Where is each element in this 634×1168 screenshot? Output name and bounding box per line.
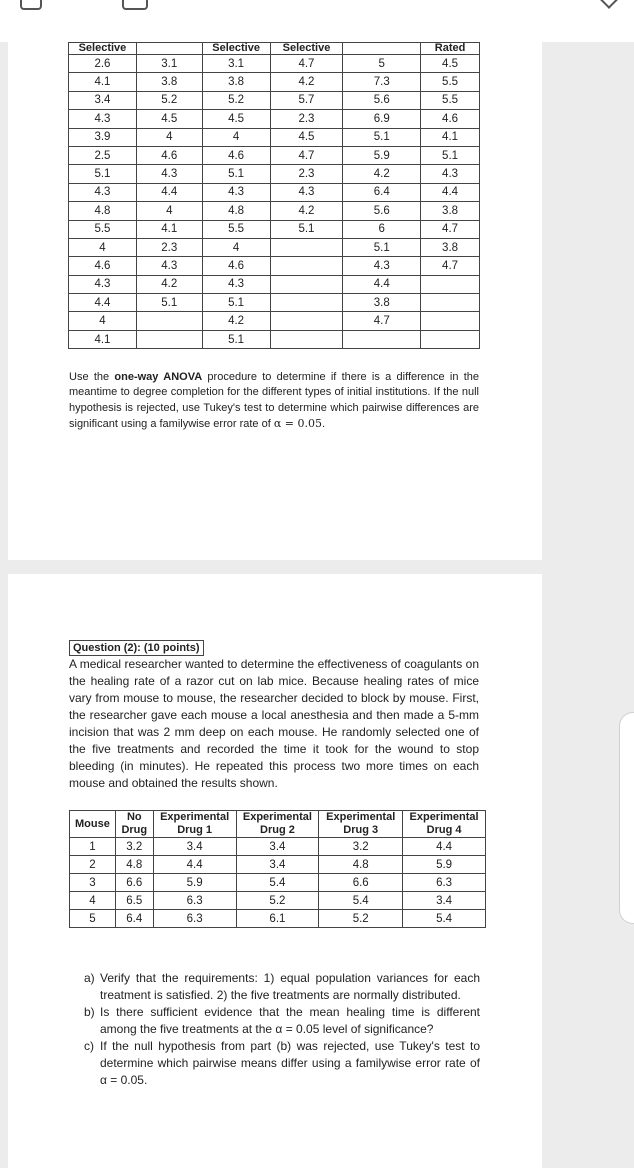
table-cell: 4.8 <box>115 856 153 874</box>
mouse-treatment-table <box>69 810 486 928</box>
table-cell: 6.4 <box>115 910 153 928</box>
table-cell: 5.1 <box>202 330 270 348</box>
question-2-parts <box>84 970 480 1089</box>
table-cell: 3 <box>70 874 116 892</box>
question-2-text: A medical researcher wanted to determine the effectiveness of coagulants on the healing rate of a razor cut on lab mice. Because healing rates of mice vary from mouse to mouse, the researcher decided to block by mouse. First, the researcher gave each mouse a local anesthesia and then made a 5-mm incision that was 2 mm deep on each mouse. He randomly selected one of the five treatments and recorded the time it took for the wound to stop bleeding (in minutes). He repeated this process two more times on each mouse and obtained the results shown. <box>69 657 479 790</box>
table-cell: 4.8 <box>319 856 403 874</box>
table-cell: 6.4 <box>343 183 421 201</box>
table-cell: 2.3 <box>270 110 343 128</box>
table-cell: 6.6 <box>115 874 153 892</box>
table-cell: 4 <box>136 202 202 220</box>
table-cell: 3.2 <box>115 838 153 856</box>
table-cell: 5.1 <box>343 128 421 146</box>
table-cell: 6.3 <box>153 892 236 910</box>
table-cell: 5 <box>343 55 421 73</box>
table-cell: 4.4 <box>421 183 480 201</box>
table-cell: 5.1 <box>421 146 480 164</box>
table-cell: 4.4 <box>136 183 202 201</box>
table-cell: 4.2 <box>202 312 270 330</box>
table-cell: 3.4 <box>403 892 486 910</box>
table-cell: 2.5 <box>69 146 137 164</box>
table-cell: 4.1 <box>69 73 137 91</box>
table-cell: 5.4 <box>319 892 403 910</box>
table-cell <box>421 312 480 330</box>
table-cell: 4.3 <box>136 257 202 275</box>
table-row <box>69 202 480 220</box>
table-cell <box>270 330 343 348</box>
table-cell: 5.7 <box>270 91 343 109</box>
table-cell: 4.2 <box>270 202 343 220</box>
table-cell <box>270 312 343 330</box>
table-cell: 4.7 <box>421 220 480 238</box>
table-cell: 4.3 <box>69 110 137 128</box>
table-cell: 4.2 <box>270 73 343 91</box>
table-row <box>69 220 480 238</box>
table-row <box>69 165 480 183</box>
table-header-row <box>69 43 480 55</box>
table-cell: 4.5 <box>202 110 270 128</box>
table-header-row <box>70 811 486 838</box>
table-row <box>69 128 480 146</box>
table-cell: 5 <box>70 910 116 928</box>
table-cell: 4 <box>136 128 202 146</box>
table-cell: 3.4 <box>69 91 137 109</box>
table-cell: 5.6 <box>343 91 421 109</box>
table-cell: 4.3 <box>421 165 480 183</box>
table-cell: 6 <box>343 220 421 238</box>
table-cell: 4.7 <box>270 55 343 73</box>
table-cell: 4.1 <box>136 220 202 238</box>
table-cell <box>270 257 343 275</box>
table-cell <box>270 275 343 293</box>
column-header: Selective <box>69 43 137 55</box>
table-cell: 3.4 <box>236 838 319 856</box>
table-cell: 5.1 <box>270 220 343 238</box>
table-cell: 4.1 <box>69 330 137 348</box>
table-cell: 4.8 <box>69 202 137 220</box>
table-cell: 3.4 <box>236 856 319 874</box>
table-cell: 3.4 <box>153 838 236 856</box>
table-cell: 4.6 <box>69 257 137 275</box>
table-cell: 6.3 <box>403 874 486 892</box>
table-cell: 4.4 <box>69 294 137 312</box>
table-cell: 4.4 <box>403 838 486 856</box>
table-cell: 4 <box>202 238 270 256</box>
table-cell <box>136 312 202 330</box>
table-cell: 4.6 <box>202 146 270 164</box>
table-row <box>70 892 486 910</box>
table-row <box>70 910 486 928</box>
top-toolbar <box>0 0 634 42</box>
column-header: Experimental Drug 2 <box>236 811 319 838</box>
table-cell: 6.9 <box>343 110 421 128</box>
column-header: Selective <box>202 43 270 55</box>
data-table-1 <box>68 42 480 349</box>
table-cell <box>421 294 480 312</box>
table-cell: 4.5 <box>136 110 202 128</box>
table-cell: 4.3 <box>343 257 421 275</box>
toolbar-icon[interactable] <box>122 0 148 10</box>
column-header <box>343 43 421 55</box>
table-cell: 5.4 <box>403 910 486 928</box>
column-header: Experimental Drug 3 <box>319 811 403 838</box>
table-cell: 4.7 <box>421 257 480 275</box>
table-cell: 7.3 <box>343 73 421 91</box>
table-cell: 3.9 <box>69 128 137 146</box>
table-cell: 3.8 <box>343 294 421 312</box>
table-cell: 5.9 <box>153 874 236 892</box>
table-cell: 4.3 <box>202 183 270 201</box>
table-cell: 5.1 <box>202 294 270 312</box>
table-cell: 5.5 <box>202 220 270 238</box>
table-cell: 5.9 <box>403 856 486 874</box>
table-cell: 2.3 <box>270 165 343 183</box>
table-row <box>69 312 480 330</box>
table-cell: 4.2 <box>136 275 202 293</box>
table-row <box>69 294 480 312</box>
table-row <box>69 257 480 275</box>
table-cell: 2 <box>70 856 116 874</box>
back-icon[interactable] <box>20 0 42 10</box>
table-cell: 4.2 <box>343 165 421 183</box>
question-part-b: b) Is there sufficient evidence that the mean healing time is different among the five treatments at the α = 0.05 level of significance? <box>84 1005 480 1036</box>
table-cell: 4.5 <box>270 128 343 146</box>
table-cell: 4.1 <box>421 128 480 146</box>
table-cell: 5.1 <box>136 294 202 312</box>
table-cell: 4.7 <box>270 146 343 164</box>
table-row <box>69 73 480 91</box>
table-cell: 4.6 <box>421 110 480 128</box>
table-cell: 5.2 <box>236 892 319 910</box>
table-cell: 3.8 <box>421 202 480 220</box>
table-cell: 4.5 <box>421 55 480 73</box>
document-page-2 <box>8 574 542 1168</box>
document-page-1 <box>8 42 542 560</box>
table-row <box>70 838 486 856</box>
table-cell: 4.4 <box>153 856 236 874</box>
table-row <box>69 330 480 348</box>
table-cell: 5.4 <box>236 874 319 892</box>
table-cell <box>421 330 480 348</box>
question-part-c: c) If the null hypothesis from part (b) was rejected, use Tukey's test to determine which pairwise means differ using a familywise error rate of α = 0.05. <box>84 1039 480 1087</box>
table-row <box>69 183 480 201</box>
table-cell: 4.6 <box>202 257 270 275</box>
column-header: No Drug <box>115 811 153 838</box>
column-header: Selective <box>270 43 343 55</box>
table-cell: 5.5 <box>421 91 480 109</box>
column-header: Mouse <box>70 811 116 838</box>
table-cell: 5.5 <box>69 220 137 238</box>
table-cell: 4.7 <box>343 312 421 330</box>
table-cell: 5.1 <box>69 165 137 183</box>
table-cell: 4.4 <box>343 275 421 293</box>
table-cell <box>270 238 343 256</box>
table-cell: 6.5 <box>115 892 153 910</box>
table-cell: 4 <box>70 892 116 910</box>
table-cell: 2.3 <box>136 238 202 256</box>
table-cell: 4 <box>69 238 137 256</box>
table-cell: 5.1 <box>202 165 270 183</box>
table-cell: 4.3 <box>270 183 343 201</box>
chevron-down-icon[interactable] <box>599 0 619 9</box>
table-cell: 5.2 <box>319 910 403 928</box>
table-row <box>69 238 480 256</box>
table-row <box>69 91 480 109</box>
table-cell: 4.6 <box>136 146 202 164</box>
table-cell <box>270 294 343 312</box>
table-row <box>69 110 480 128</box>
table-cell: 4.3 <box>136 165 202 183</box>
side-panel-handle[interactable] <box>619 712 634 924</box>
table-cell: 5.5 <box>421 73 480 91</box>
table-row <box>69 55 480 73</box>
table-cell: 4 <box>69 312 137 330</box>
table-cell: 6.1 <box>236 910 319 928</box>
table-cell: 5.9 <box>343 146 421 164</box>
question-2-title: Question (2): (10 points) <box>69 640 204 656</box>
table-cell: 3.1 <box>136 55 202 73</box>
table-cell: 3.8 <box>136 73 202 91</box>
column-header: Experimental Drug 4 <box>403 811 486 838</box>
table-cell: 6.3 <box>153 910 236 928</box>
column-header <box>136 43 202 55</box>
question-part-a: a) Verify that the requirements: 1) equal population variances for each treatment is satisfied. 2) the five treatments are normally distributed. <box>84 971 480 1002</box>
table-cell: 3.2 <box>319 838 403 856</box>
column-header: Rated <box>421 43 480 55</box>
table-cell: 4.3 <box>202 275 270 293</box>
table-cell: 1 <box>70 838 116 856</box>
table-cell: 4.3 <box>69 183 137 201</box>
table-cell: 5.2 <box>202 91 270 109</box>
table-cell: 4.3 <box>69 275 137 293</box>
table-cell: 4.8 <box>202 202 270 220</box>
table-cell: 2.6 <box>69 55 137 73</box>
table-row <box>70 856 486 874</box>
table-cell <box>343 330 421 348</box>
table-cell: 3.8 <box>202 73 270 91</box>
table-row <box>69 275 480 293</box>
table-cell: 3.1 <box>202 55 270 73</box>
table-cell: 5.1 <box>343 238 421 256</box>
table-cell <box>136 330 202 348</box>
question-1-instructions: Use the one-way ANOVA procedure to determine if there is a difference in the meantime to degree completion for the different types of initial institutions. If the null hypothesis is rejected, use Tukey's test to determine which pairwise differences are significant using a familywise error rate of α = 0.05. <box>69 371 480 430</box>
table-cell <box>421 275 480 293</box>
table-cell: 3.8 <box>421 238 480 256</box>
table-row <box>69 146 480 164</box>
table-row <box>70 874 486 892</box>
table-cell: 5.6 <box>343 202 421 220</box>
column-header: Experimental Drug 1 <box>153 811 236 838</box>
table-cell: 4 <box>202 128 270 146</box>
table-cell: 6.6 <box>319 874 403 892</box>
table-cell: 5.2 <box>136 91 202 109</box>
